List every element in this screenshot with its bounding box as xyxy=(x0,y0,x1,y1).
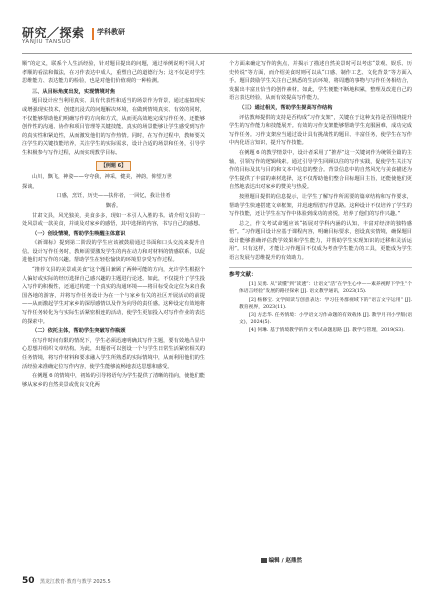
editor-name: 编辑 / 赵鼎然 xyxy=(268,558,302,564)
reference-item: [4] 何琳. 基于情境教学的作文考试命题思路 [J]. 教学与管理，2019(S3). xyxy=(249,328,405,334)
subsection-heading: （二）依托主体，帮助学生突破写作瓶颈 xyxy=(32,328,126,335)
paragraph: 在例题 6 的情境中，初始的引导将语句为学生提供了清晰的指向，使他们能够从家乡的自然美景或优良文化两 xyxy=(22,373,205,388)
section-heading: 三、从目标角度出发，实现情境对焦 xyxy=(32,88,116,95)
section-label: 学科教研 xyxy=(97,28,125,36)
editor-mark-icon xyxy=(261,558,267,563)
page-footer xyxy=(22,558,412,588)
references xyxy=(229,267,412,335)
right-column xyxy=(229,60,412,336)
example-box xyxy=(22,161,205,172)
column-title: 研究／探索 xyxy=(22,26,85,40)
column-subtitle: YANJIU TANSUO xyxy=(22,39,71,45)
left-column xyxy=(22,60,205,390)
example-text: 探谈。 xyxy=(22,183,38,190)
example-text: 山川，飘飞，神姿——夸夸我，神采，健美，神韵，仰望万世 xyxy=(32,174,173,181)
subsection-heading: （一）创设情境，帮助学生唤醒主体意识 xyxy=(32,230,126,237)
paragraph: 总之，作文考试命题应该“拓展对学科内涵的认知，丰富对经济的独特感悟”。“习作题目设计应基于课程内容，明确目标要求，创设真实情境，确保题目设计能够准确评估教学效果和学生能力，并帮助学生实现知识的迁移和灵活运用”。只有这样，才能让习作题目不仅成为考查学生能力的工具，更能成为学生语言发展与思维提升的有效助力。 xyxy=(229,220,412,262)
reference-item: [3] 方忠华. 任务情境：小学语文习作命题的有效载体 [J]. 教学月刊小学版(语文)，2024(5). xyxy=(239,313,412,326)
example-label: 【例题 6】 xyxy=(96,161,131,172)
page-number: 50 xyxy=(22,576,35,586)
paragraph: 个方面来确定写作的焦点，并揭示了描述自然美景时可以考虑“景观、娱乐、历史传说”等方面，而介绍美食时则可以从“口感、制作工艺、文化背景”等方面入手。题目鼓励学生关注自己熟悉的生活环境，将周遭的事物与写作任务相结合，发掘出丰富且恰当的创作素材。如此，学生便能不断地积累，整理及改进自己的语言表达经验，从而有效提高写作能力。 xyxy=(229,61,412,102)
references-heading: 参考文献： xyxy=(229,271,257,278)
paragraph: 甘肃文县，风光独美，美食多多，现如一本引人入胜的书。请介绍文县的一处风景或一款美食，并谈及对家乡的感悟，其中选择的内容，书写自己的感想。 xyxy=(22,212,205,228)
example-text: 口感，烹饪，历史——扶你者，一回忆，我让佳肴 xyxy=(56,193,171,200)
paragraph: 题目设计应当利用真实、具有代表性和适当的场景作为背景，通过虚拟现实或增强现实技术，创建沉浸式的问题解决环境，在做到情境真实、有效的同时，不仅能够帮助他们明确写作的方向和方式，从而更高效地完成写作任务，还能够创作性的沟通、协作和项目管理等关键技能。真实的场景能够让学生感受到写作的真实性和紧迫性，从而激发他们的写作热情。同时，在写作过程中，教师要关注学生的关键技能培养，关注学生的实际需求，设计合适的场景和任务，引导学生积极参与写作过程，从而实现教学目标。 xyxy=(22,98,205,156)
publication-info: 黑龙江教育·教育与教学 2025.5 xyxy=(40,579,111,585)
paragraph: “推荐文县的美景或美食”这个题目兼顾了两种可能的方向，允许学生根据个人偏好或实际的经历选择自己感兴趣的主题进行论述。如此，不仅提升了学生投入写作的积极性，还通过构建一个真实的沟通环境——将目标受众定位为来自我国各地的游客，并将写作任务设计为在一个与家乡有关的社区开展活动的前提——从而激起学生对家乡的深厚感情以及作为向导的责任感。这种设定有效地将写作任务转化为与实际生活紧密相连的活动，使学生更加投入对写作作业的表达的探索中。 xyxy=(22,267,205,325)
editor-credit xyxy=(261,556,302,564)
paragraph: 按照题目提供的信息提示，让学生了解写作所需要的篇章结构和写作要求，帮助学生快速搭建文章框架，并迅速理清写作思路。这种设计不仅培养了学生的写作技能，还让学生在写作中体验到成功的喜悦，培养了他们的写作兴趣。” xyxy=(229,193,412,218)
example-text: 飘香。 xyxy=(105,202,122,209)
paragraph: 顺”的定义，联系个人生活经验，针对题目提出的问题，通过举例说明不同人对孝顺的看法和做法，在习作表达中成人，重塑自己的道德行为；这不仅是对学生思维能力、表达能力的检验，也是对他们价值观的一种检测。 xyxy=(22,61,205,85)
reference-item: [1] 吴勇. 从“读懂”到“读透”：让语文“活”在学生心中——素养视野下学生“个体语言经验”发展的路径探索 [J]. 语文教学通讯，2023(15). xyxy=(239,282,412,295)
page-header xyxy=(22,24,412,50)
header-rule xyxy=(22,53,412,54)
paragraph: 在写作时间有限的情况下，学生必须迅速明确其写作主题，要有效地凸显中心思想并组织文章结构。为此，出题者可以创设一个与学生日常生活紧密相关的任务情境，将写作材料和要求融入学生所熟悉的实际情境中，从而利用他们的生活经验来准确定位写作内容，使学生能够流畅地表达思想和感受。 xyxy=(22,337,205,370)
subsection-heading: （三）通过相关，帮助学生提高写作结构 xyxy=(239,104,333,111)
accent-bar xyxy=(92,28,94,40)
paragraph: 《新课标》提到第二阶段的学生应该被鼓励通过书面和口头交流来提升自信。设计写作任务时，教师需要激发学生的内在动力和对材料的情感联系，以促进他们对写作的兴趣。帮助学生在轻松愉快的环境里享受写作过程。 xyxy=(22,240,205,264)
reference-item: [2] 杨修宝. 文学阅读与创意表达：学习任务群视域下的“语言文字运用” [J]. 教育视界，2023(11). xyxy=(239,297,412,310)
paragraph: 在例题 6 的教学情景中，设计者采用了“推荐”这一关键词作为统领全篇的主轴，引领写作的逻辑线索。通过引导学生回顾以往的写作实践，促使学生关注写作的目标及其与目的和文本中信息的整合。背景信息中的自然风光与美食描述为学生提供了丰富的素材选择，这不仅帮助他们整合目标题目主旨，还能使他们更自然地表达出对家乡的赞美与热爱。 xyxy=(229,149,412,191)
paragraph: 评估教师提供的支持是否构成“习作支架”，关键在于这种支持是否围绕提升学生的写作能力和技能展开。有效的习作支架能够帮助学生克服困难，成功完成写作任务。习作支架应当通过设计具有挑战性的题目、丰富任务，使学生在写作中内化语言知识，提升写作技能。 xyxy=(229,114,412,147)
